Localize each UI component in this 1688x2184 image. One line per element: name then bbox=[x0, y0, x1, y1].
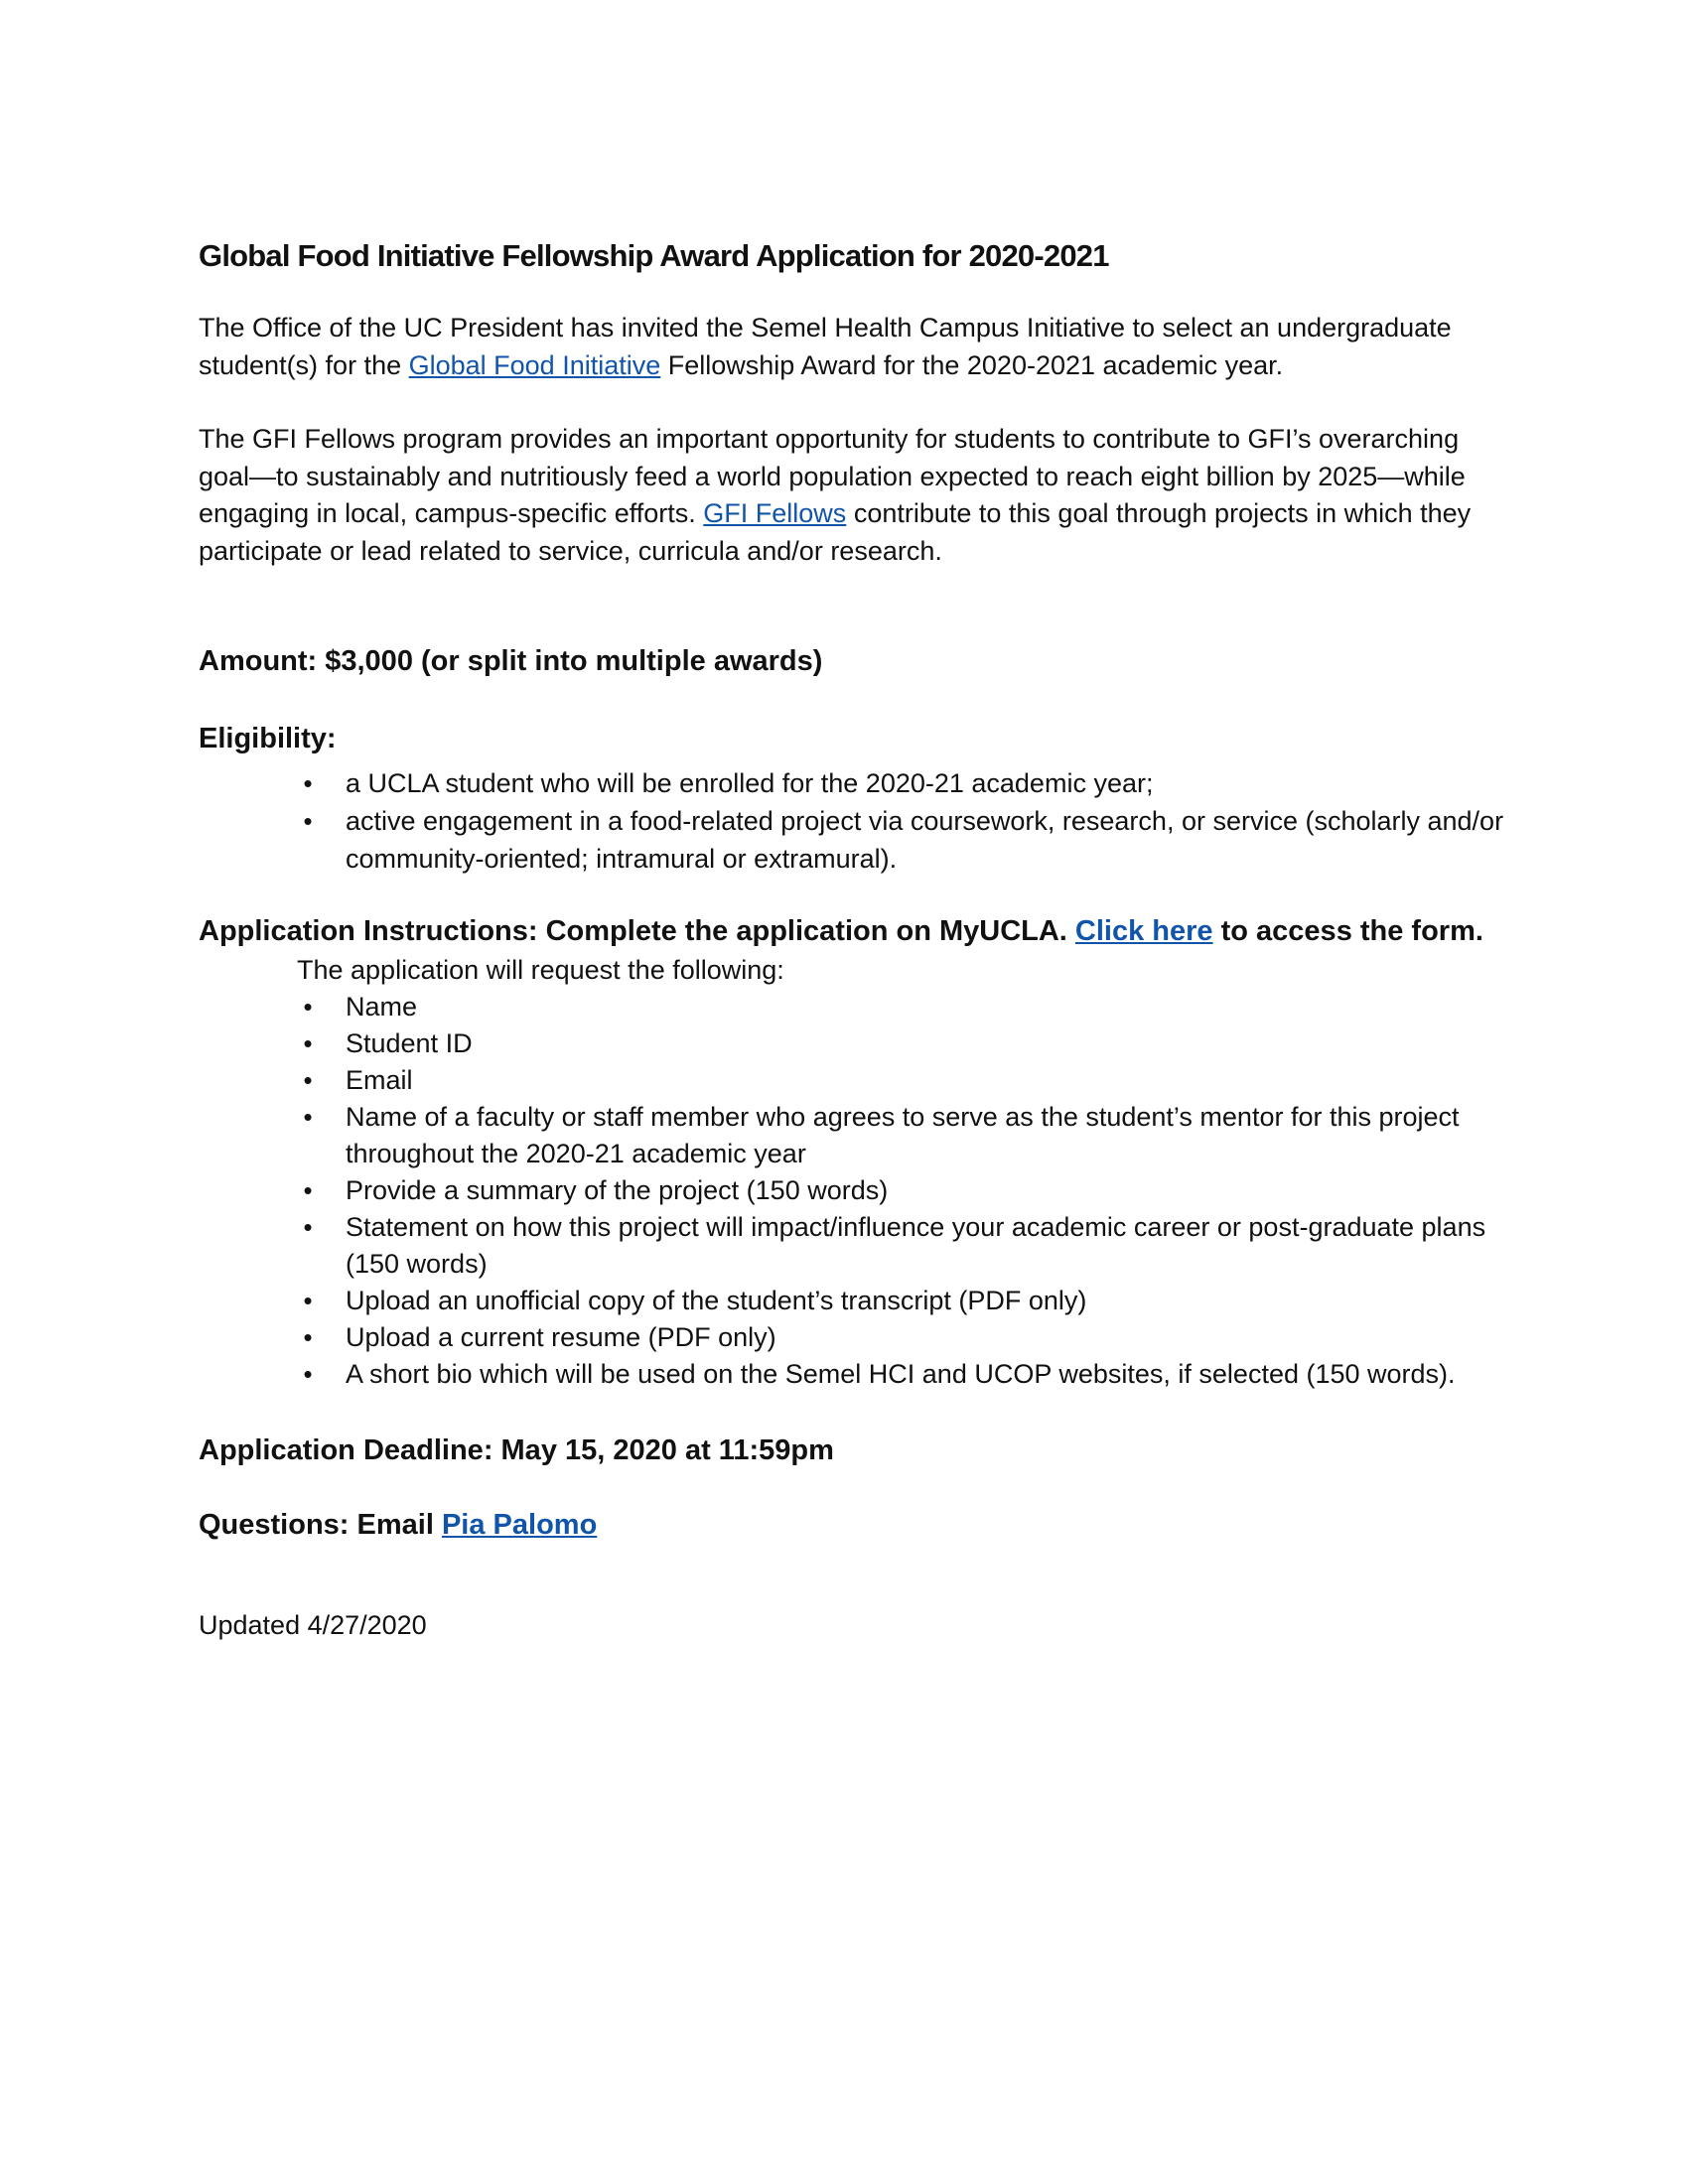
updated-date: Updated 4/27/2020 bbox=[199, 1610, 427, 1640]
bullet-icon: • bbox=[303, 806, 313, 836]
global-food-initiative-link[interactable]: Global Food Initiative bbox=[408, 349, 661, 380]
eligibility-list bbox=[303, 764, 1509, 878]
intro-paragraph bbox=[199, 310, 1509, 384]
program-text-start: The GFI Fellows program provides an important opportunity for students to contribute to GFI’s overarching goal—to sustainably and nutritiously feed a world population expected to reach eight billion by 2025—while engaging in local, campus-specific efforts. bbox=[199, 424, 1466, 528]
list-item: • Upload an unofficial copy of the student’s transcript (PDF only) bbox=[346, 1283, 1509, 1319]
amount-heading: Amount: $3,000 (or split into multiple awards) bbox=[199, 645, 823, 677]
list-item: • A short bio which will be used on the Semel HCI and UCOP websites, if selected (150 words). bbox=[346, 1356, 1509, 1393]
list-item: • Provide a summary of the project (150 words) bbox=[346, 1172, 1509, 1209]
bullet-icon: • bbox=[303, 1065, 313, 1095]
list-item: • active engagement in a food-related project via coursework, research, or service (scholarly and/or community-oriented; intramural or extramural). bbox=[346, 802, 1509, 878]
instructions-heading: Application Instructions: Complete the application on MyUCLA. Click here to access the form. bbox=[199, 915, 1483, 947]
bullet-icon: • bbox=[303, 1359, 313, 1389]
list-item: • Student ID bbox=[346, 1025, 1509, 1062]
list-item: • Statement on how this project will impact/influence your academic career or post-graduate plans (150 words) bbox=[346, 1209, 1509, 1283]
program-paragraph bbox=[199, 421, 1509, 570]
bullet-icon: • bbox=[303, 1102, 313, 1132]
bullet-icon: • bbox=[303, 1322, 313, 1352]
intro-text-start: The Office of the UC President has invited the Semel Health Campus Initiative to select an undergraduate student(s) for the bbox=[199, 313, 1452, 380]
page-title: Global Food Initiative Fellowship Award Application for 2020-2021 bbox=[199, 238, 1109, 273]
bullet-icon: • bbox=[303, 1286, 313, 1315]
bullet-icon: • bbox=[303, 992, 313, 1022]
intro-text-end: Fellowship Award for the 2020-2021 academic year. bbox=[660, 349, 1284, 380]
bullet-icon: • bbox=[303, 1212, 313, 1242]
eligibility-heading: Eligibility: bbox=[199, 723, 337, 754]
gfi-fellows-link[interactable]: GFI Fellows bbox=[703, 498, 847, 528]
pia-palomo-email-link[interactable]: Pia Palomo bbox=[441, 1509, 598, 1541]
request-intro: The application will request the following: bbox=[297, 955, 784, 985]
document-content bbox=[199, 236, 1509, 1644]
program-text-end: contribute to this goal through projects in which they participate or lead related to service, curricula and/or research. bbox=[199, 498, 1472, 566]
questions-heading: Questions: Email Pia Palomo bbox=[199, 1509, 598, 1541]
bullet-icon: • bbox=[303, 1175, 313, 1205]
list-item: • Name bbox=[346, 989, 1509, 1025]
bullet-icon: • bbox=[303, 768, 313, 798]
list-item: • Name of a faculty or staff member who agrees to serve as the student’s mentor for this project throughout the 2020-21 academic year bbox=[346, 1099, 1509, 1172]
bullet-icon: • bbox=[303, 1028, 313, 1058]
click-here-link[interactable]: Click here bbox=[1074, 915, 1213, 947]
list-item: • a UCLA student who will be enrolled for the 2020-21 academic year; bbox=[346, 764, 1509, 802]
list-item: • Email bbox=[346, 1062, 1509, 1099]
application-requirements-list bbox=[303, 989, 1509, 1393]
deadline-heading: Application Deadline: May 15, 2020 at 11:59pm bbox=[199, 1434, 834, 1466]
list-item: • Upload a current resume (PDF only) bbox=[346, 1319, 1509, 1356]
